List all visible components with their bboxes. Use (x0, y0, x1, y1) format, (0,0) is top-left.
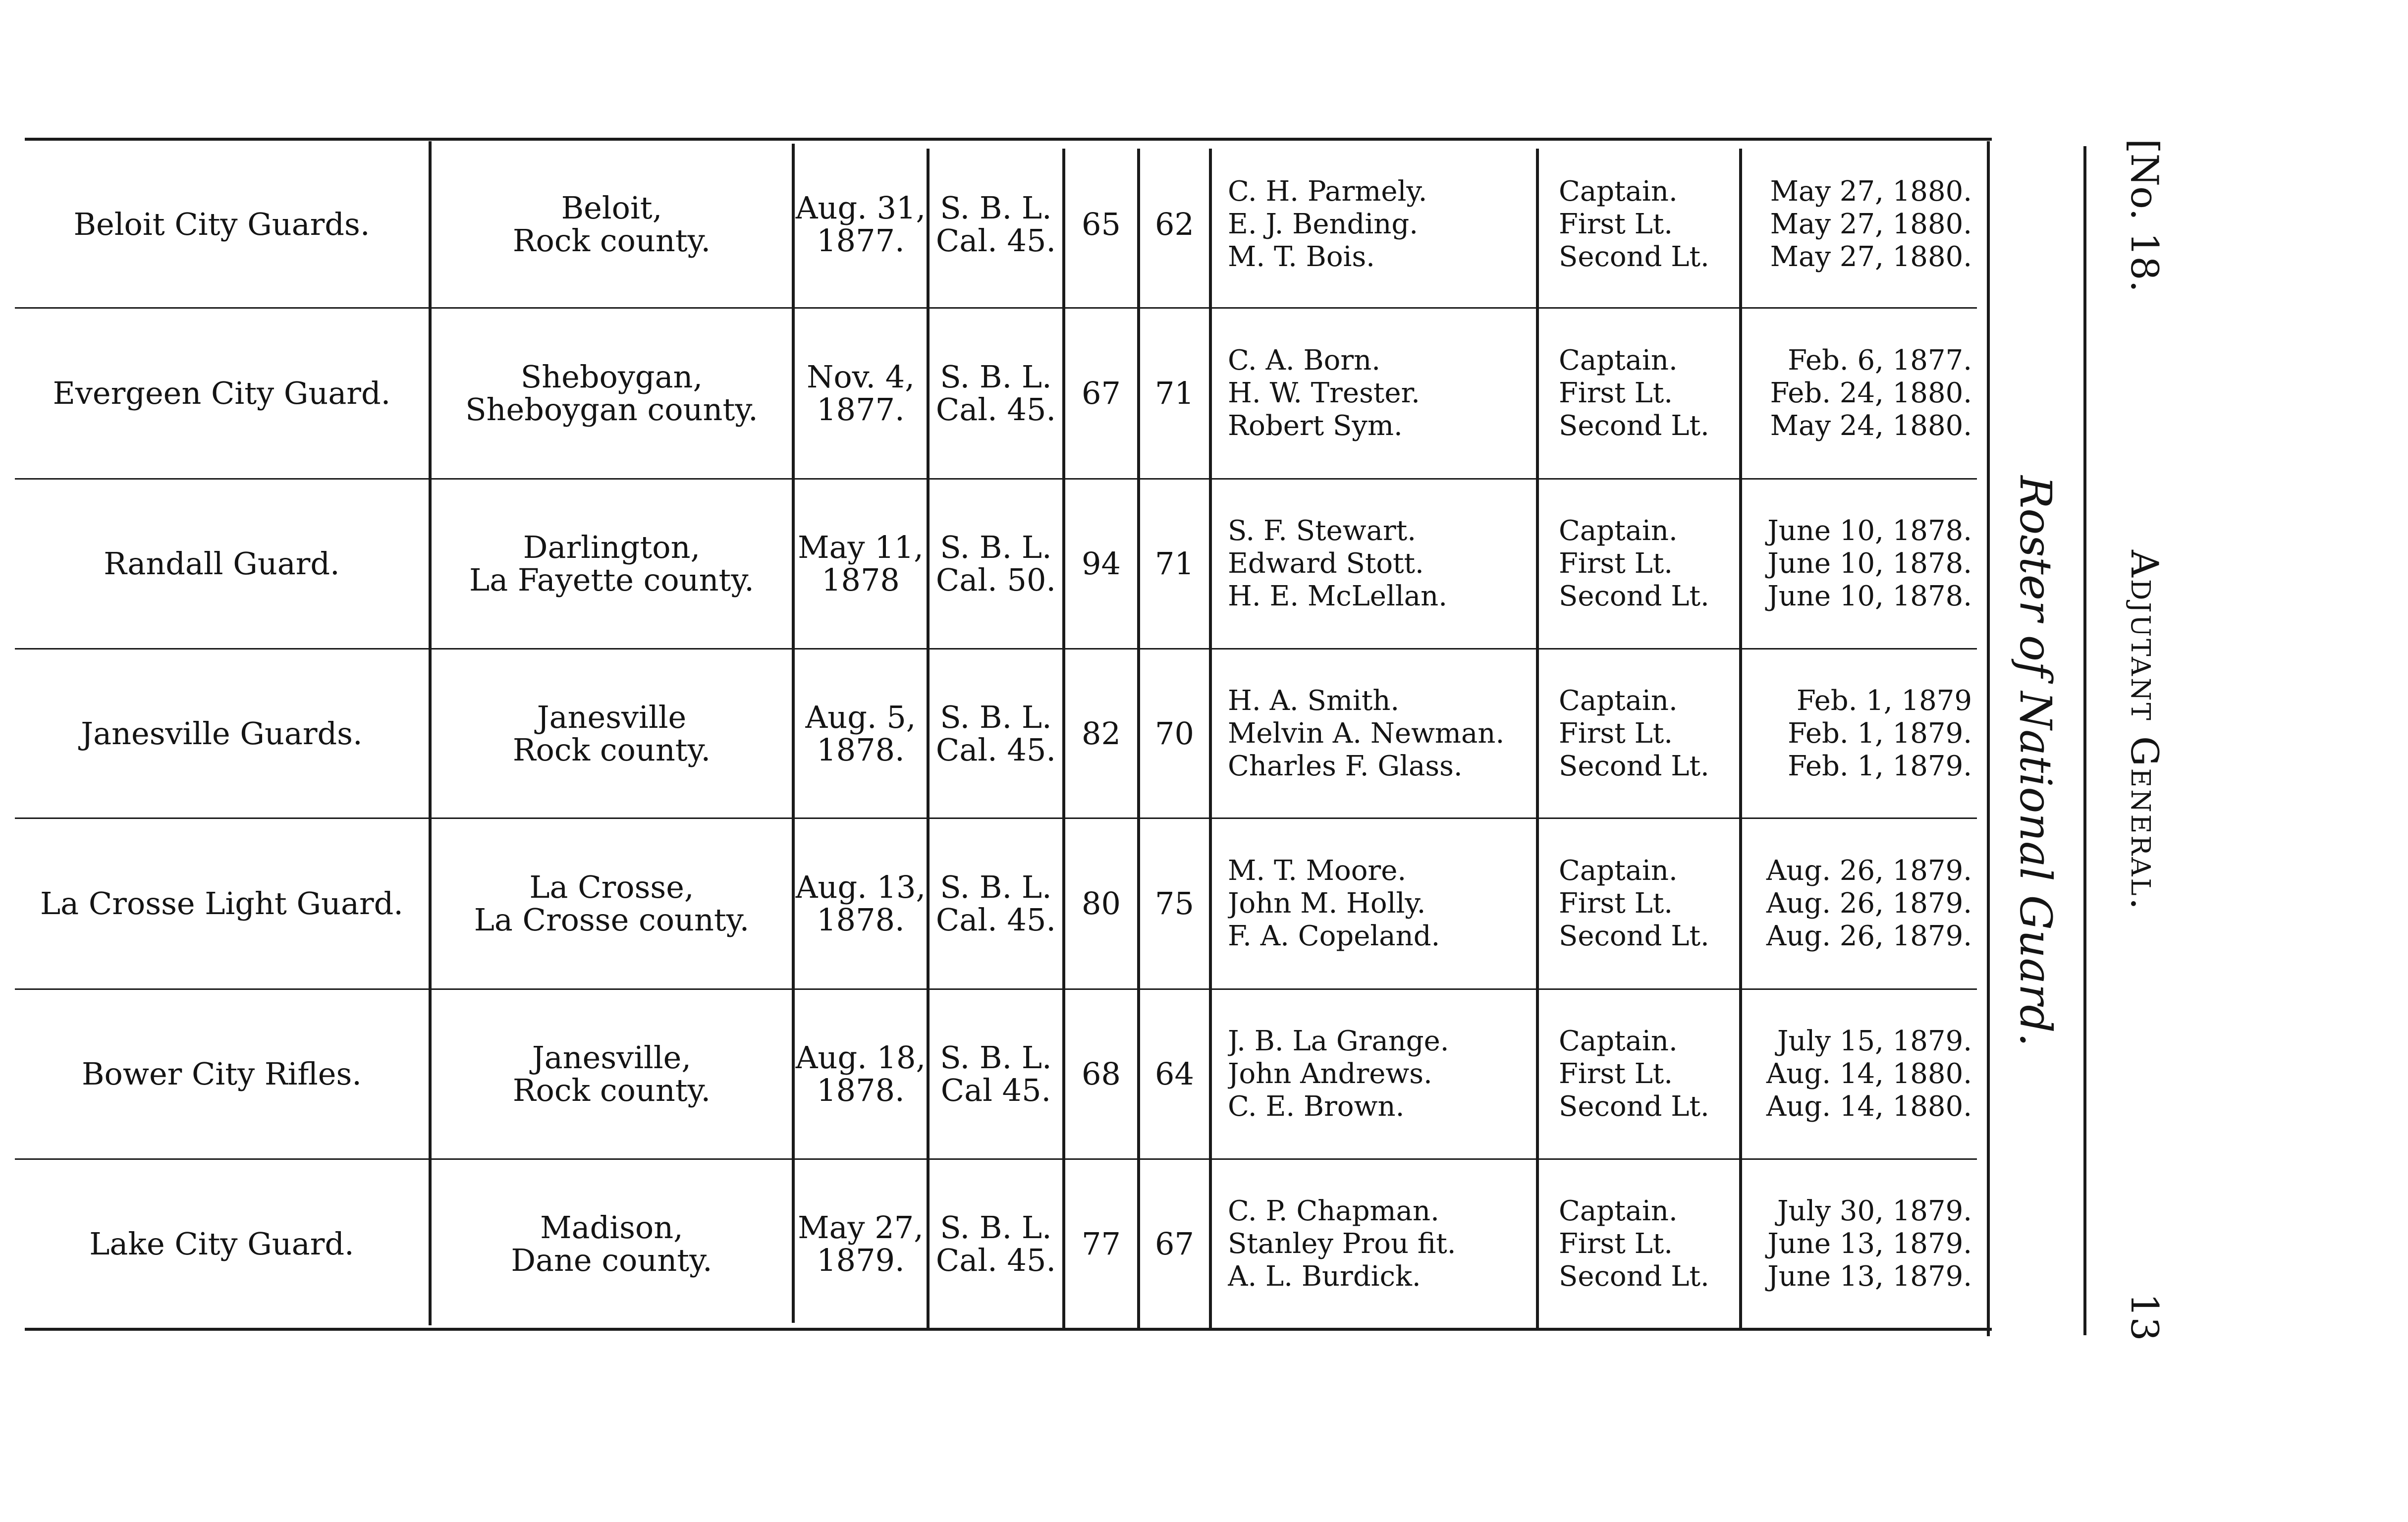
number-a: 68 (1082, 1056, 1121, 1092)
side-title: Roster of National Guard. (2010, 476, 2061, 1047)
number-a: 67 (1082, 375, 1121, 411)
organized-date: Aug. 31, 1877. (795, 189, 926, 259)
commission-dates: May 27, 1880. May 27, 1880. May 27, 1880. (1770, 175, 1972, 273)
company-name: Janesville Guards. (81, 715, 363, 752)
table-right-rule (1987, 141, 1990, 1336)
commission-dates: July 30, 1879. June 13, 1879. June 13, 1879. (1767, 1195, 1972, 1293)
officer-names: C. A. Born. H. W. Trester. Robert Sym. (1228, 344, 1420, 442)
company-name: Evergeen City Guard. (53, 375, 391, 411)
officer-names: C. P. Chapman. Stanley Prou fit. A. L. Burdick. (1228, 1195, 1456, 1293)
number-a: 80 (1082, 885, 1121, 922)
report-number: [No. 18. (2123, 139, 2167, 292)
officer-ranks: Captain. First Lt. Second Lt. (1559, 1025, 1709, 1123)
column-divider (1536, 149, 1539, 1328)
officer-ranks: Captain. First Lt. Second Lt. (1559, 175, 1709, 273)
arms: S. B. L. Cal. 45. (935, 189, 1056, 259)
officer-ranks: Captain. First Lt. Second Lt. (1559, 855, 1709, 952)
number-b: 67 (1155, 1225, 1194, 1262)
company-name: Lake City Guard. (89, 1225, 354, 1262)
company-location: Beloit, Rock county. (512, 189, 711, 259)
table-bottom-rule (25, 1328, 1992, 1331)
officer-ranks: Captain. First Lt. Second Lt. (1559, 344, 1709, 442)
commission-dates: Feb. 6, 1877. Feb. 24, 1880. May 24, 1880. (1770, 344, 1972, 442)
running-title: Adjutant General. (2123, 550, 2167, 912)
company-location: Darlington, La Fayette county. (469, 529, 754, 598)
officer-names: J. B. La Grange. John Andrews. C. E. Brown. (1228, 1025, 1449, 1123)
organized-date: Aug. 13, 1878. (795, 869, 926, 938)
organized-date: May 27, 1879. (798, 1209, 924, 1278)
commission-dates: July 15, 1879. Aug. 14, 1880. Aug. 14, 1880. (1766, 1025, 1972, 1123)
number-b: 71 (1155, 375, 1194, 411)
company-location: Madison, Dane county. (511, 1209, 712, 1278)
arms: S. B. L. Cal. 45. (935, 359, 1056, 428)
officer-ranks: Captain. First Lt. Second Lt. (1559, 1195, 1709, 1293)
page-number: 13 (2123, 1293, 2167, 1341)
company-name: La Crosse Light Guard. (40, 885, 403, 922)
arms: S. B. L. Cal. 45. (935, 699, 1056, 768)
arms: S. B. L. Cal 45. (940, 1039, 1052, 1108)
organized-date: Aug. 18, 1878. (795, 1039, 926, 1108)
officer-names: H. A. Smith. Melvin A. Newman. Charles F. Glass. (1228, 684, 1505, 782)
column-divider (1739, 149, 1742, 1328)
table-top-rule (25, 138, 1992, 141)
company-name: Beloit City Guards. (73, 206, 370, 242)
company-name: Randall Guard. (104, 545, 340, 582)
number-b: 62 (1155, 206, 1194, 242)
officer-names: C. H. Parmely. E. J. Bending. M. T. Bois. (1228, 175, 1427, 273)
commission-dates: Aug. 26, 1879. Aug. 26, 1879. Aug. 26, 1879. (1766, 855, 1972, 952)
company-name: Bower City Rifles. (82, 1056, 362, 1092)
number-a: 82 (1082, 715, 1121, 752)
header-rule (2083, 146, 2086, 1335)
officer-names: S. F. Stewart. Edward Stott. H. E. McLellan. (1228, 515, 1448, 612)
number-b: 71 (1155, 545, 1194, 582)
number-a: 77 (1082, 1225, 1121, 1262)
organized-date: May 11, 1878 (798, 529, 924, 598)
organized-date: Aug. 5, 1878. (805, 699, 916, 768)
arms: S. B. L. Cal. 45. (935, 1209, 1056, 1278)
commission-dates: June 10, 1878. June 10, 1878. June 10, 1878. (1767, 515, 1972, 612)
column-divider (1209, 149, 1212, 1328)
number-b: 64 (1155, 1056, 1194, 1092)
company-location: Janesville, Rock county. (512, 1039, 711, 1108)
company-location: Janesville Rock county. (512, 699, 711, 768)
officer-ranks: Captain. First Lt. Second Lt. (1559, 515, 1709, 612)
number-b: 75 (1155, 885, 1194, 922)
number-a: 65 (1082, 206, 1121, 242)
number-b: 70 (1155, 715, 1194, 752)
arms: S. B. L. Cal. 50. (935, 529, 1056, 598)
company-location: La Crosse, La Crosse county. (474, 869, 750, 938)
commission-dates: Feb. 1, 1879 Feb. 1, 1879. Feb. 1, 1879. (1788, 684, 1972, 782)
officer-ranks: Captain. First Lt. Second Lt. (1559, 684, 1709, 782)
officer-names: M. T. Moore. John M. Holly. F. A. Copeland. (1228, 855, 1440, 952)
arms: S. B. L. Cal. 45. (935, 869, 1056, 938)
company-location: Sheboygan, Sheboygan county. (465, 359, 758, 428)
number-a: 94 (1082, 545, 1121, 582)
organized-date: Nov. 4, 1877. (807, 359, 915, 428)
